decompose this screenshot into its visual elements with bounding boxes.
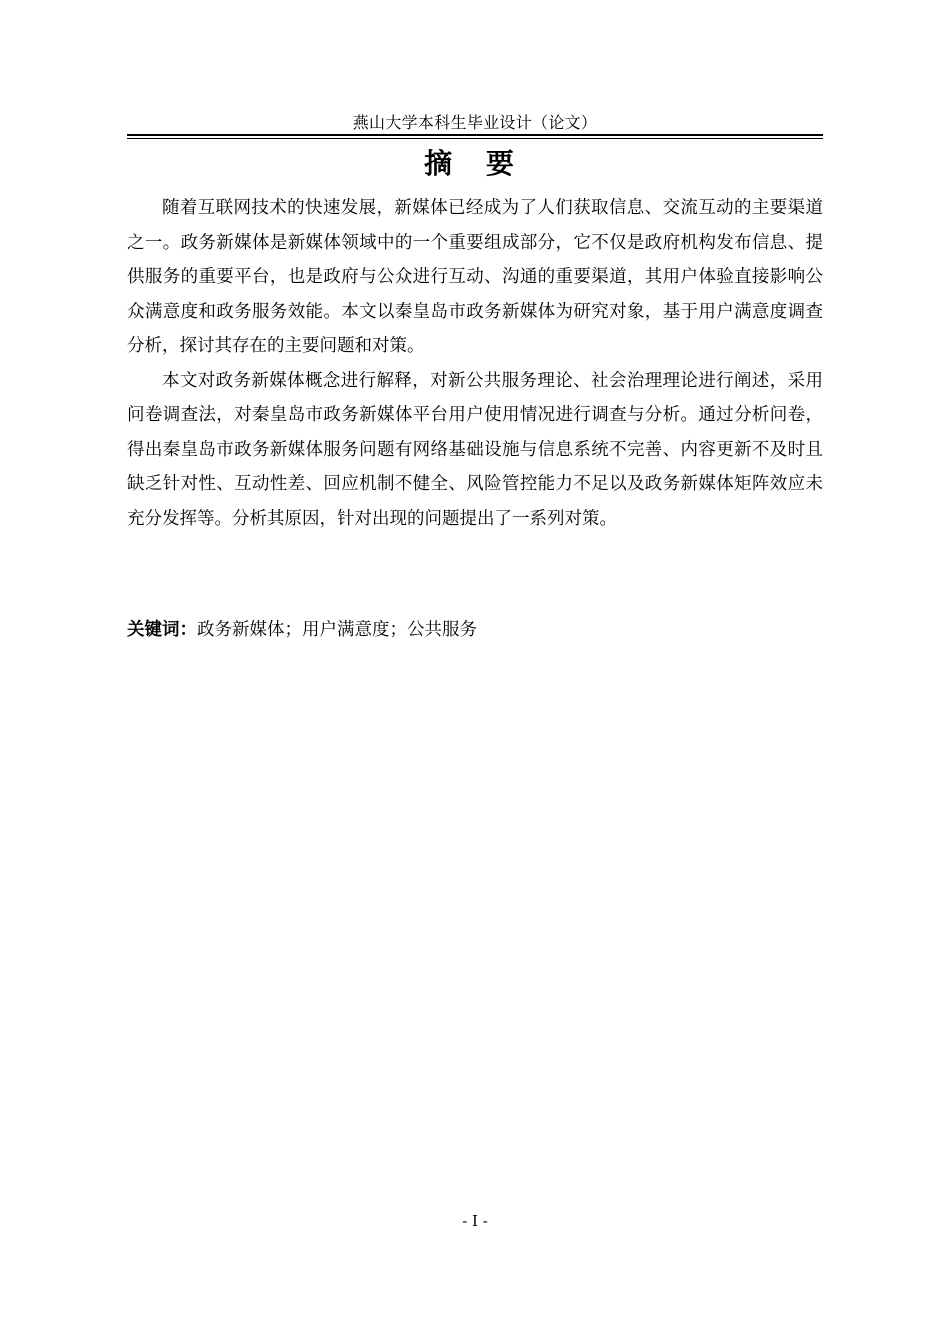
keywords-label: 关键词：	[127, 620, 197, 640]
abstract-paragraph-2: 本文对政务新媒体概念进行解释，对新公共服务理论、社会治理理论进行阐述，采用问卷调查法，对秦皇岛市政务新媒体平台用户使用情况进行调查与分析。通过分析问卷，得出秦皇岛市政务新媒体服务问题有网络基础设施与信息系统不完善、内容更新不及时且缺乏针对性、互动性差、回应机制不健全、风险管控能力不足以及政务新媒体矩阵效应未充分发挥等。分析其原因，针对出现的问题提出了一系列对策。	[127, 370, 823, 529]
abstract-paragraph-1: 随着互联网技术的快速发展，新媒体已经成为了人们获取信息、交流互动的主要渠道之一。政务新媒体是新媒体领域中的一个重要组成部分，它不仅是政府机构发布信息、提供服务的重要平台，也是政府与公众进行互动、沟通的重要渠道，其用户体验直接影响公众满意度和政务服务效能。本文以秦皇岛市政务新媒体为研究对象，基于用户满意度调查分析，探讨其存在的主要问题和对策。	[127, 198, 823, 356]
keywords-text: 政务新媒体；用户满意度；公共服务	[197, 620, 477, 640]
abstract-body	[127, 191, 823, 536]
page-number: - I -	[462, 1212, 488, 1230]
page-header-title: 燕山大学本科生毕业设计（论文）	[352, 113, 598, 132]
header-rule-thin	[127, 138, 823, 139]
header-rule-thick	[127, 134, 823, 136]
abstract-heading: 摘 要	[424, 147, 526, 180]
keywords-line	[127, 613, 823, 647]
